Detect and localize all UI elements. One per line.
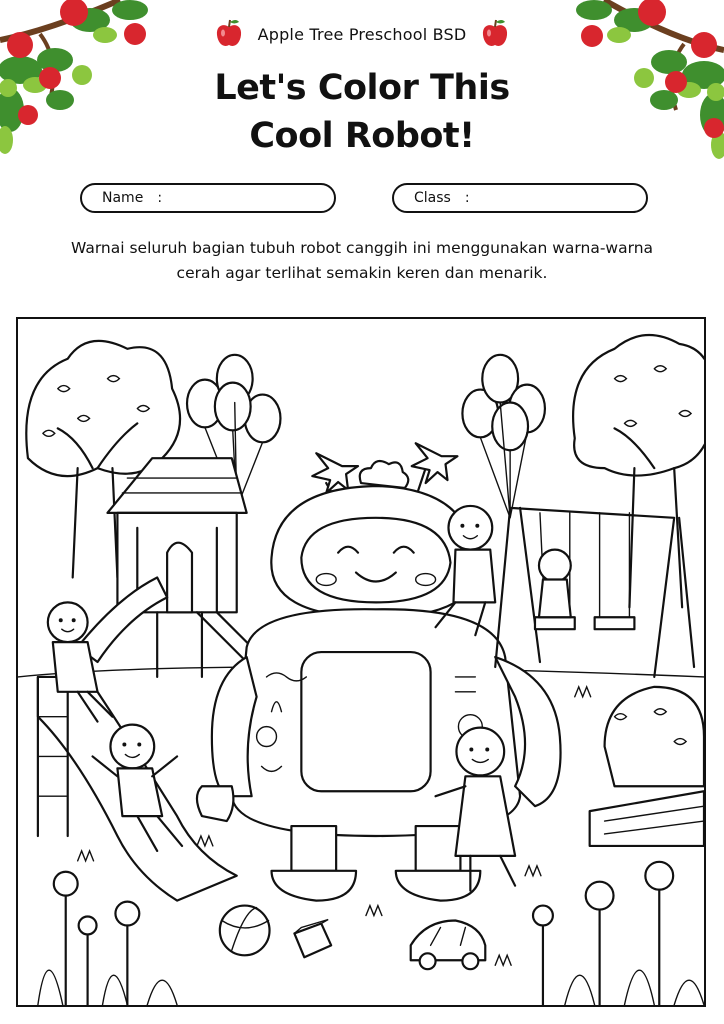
name-label: Name [102, 190, 144, 206]
worksheet-title [0, 64, 724, 160]
name-field[interactable] [80, 183, 336, 213]
bushes-right [590, 687, 704, 846]
school-header [0, 16, 724, 52]
ball [220, 906, 270, 956]
playground-robot-line-art [18, 319, 704, 1005]
instruction-text: Warnai seluruh bagian tubuh robot canggih ini menggunakan warna-warna cerah agar terlihat semakin keren dan menarik. [70, 239, 654, 282]
toy-car [411, 920, 486, 969]
class-field[interactable] [392, 183, 648, 213]
swing-set [495, 508, 694, 677]
name-separator: : [157, 190, 163, 206]
play-house [107, 458, 261, 677]
school-name: Apple Tree Preschool BSD [257, 24, 467, 44]
apple-icon [480, 18, 510, 50]
toy-block [294, 919, 331, 957]
apple-icon [214, 18, 244, 50]
class-label: Class [414, 190, 451, 206]
coloring-illustration [16, 317, 706, 1007]
flowers-right [533, 862, 704, 1005]
title-line-2: Cool Robot! [249, 116, 475, 156]
title-line-1: Let's Color This [214, 68, 510, 108]
flowers-left [38, 872, 177, 1005]
class-separator: : [464, 190, 470, 206]
balloons-right [462, 355, 545, 518]
